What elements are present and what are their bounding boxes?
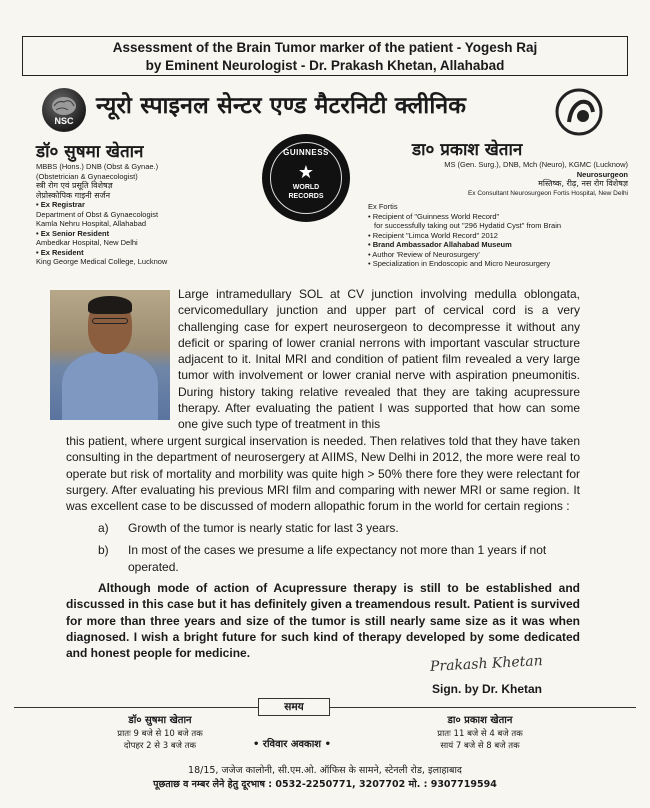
list-item: [66, 520, 580, 536]
badge-text-bottom: RECORDS: [288, 193, 324, 200]
left-timing-line2: दोपहर 2 से 3 बजे तक: [123, 741, 197, 751]
body-paragraph-2: Although mode of action of Acupressure therapy is still to be established and discussed in this case but it has definitely given a treamendous result. Patient is survived for more than three years and size of the tumor is still nearly same size as it was when diagnosed. I wish a bright future for such kind of therapy developed by some dedicated and honest people for medicine.: [66, 581, 580, 661]
body-paragraph-1: Large intramedullary SOL at CV junction involving medulla oblongata, cervicomedullary junction and upper part of cervical cord is a very challenging case for expert neurosergeon to decompresse it without any deficit or sparing of lower cranial nerrons with important vascular structure adjacent to it. Inital MRI and condition of patient film revealed a very large tumor with involvement or lower cranial nerve with aspiration pneumonitis. During history taking relative revealed that they are taking acupressure therapy. After evaluating the patient I was supported that how can some one give such type of treatment in this: [178, 287, 580, 432]
right-doctor-name: डा० प्रकाश खेतान: [412, 140, 523, 160]
left-doctor-hindi-specialty: स्त्री रोग एवं प्रसूति विशेषज्ञ: [36, 181, 113, 190]
photo-shirt: [62, 352, 158, 420]
left-exp-detail-3: King George Medical College, Lucknow: [36, 257, 168, 266]
sunday-holiday: • रविवार अवकाश •: [253, 739, 331, 750]
right-doctor-block: [368, 140, 628, 269]
left-exp-title-2: • Ex Senior Resident: [36, 228, 110, 238]
list-item-text: Growth of the tumor is nearly static for last 3 years.: [128, 521, 399, 535]
left-doctor-block: [36, 142, 246, 267]
achievement-item: • Brand Ambassador Allahabad Museum: [368, 240, 512, 249]
list-item: [66, 542, 580, 575]
clinic-name: न्यूरो स्पाइनल सेन्टर एण्ड मैटरनिटी क्लीनिक: [96, 93, 467, 119]
guinness-world-records-badge: [262, 134, 350, 222]
badge-text-middle: WORLD: [292, 184, 320, 191]
left-exp-title-0: • Ex Registrar: [36, 200, 85, 209]
right-doctor-consultant: Ex Consultant Neurosurgeon Fortis Hospital, New Delhi: [467, 189, 628, 197]
report-title-box: [22, 36, 628, 76]
list-item-marker: a): [98, 521, 109, 535]
left-timing-name: डॉ० सुषमा खेतान: [128, 715, 192, 726]
mother-child-logo-icon: [551, 84, 607, 140]
signature-label: Sign. by Dr. Khetan: [432, 682, 543, 696]
handwritten-signature: Prakash Khetan: [429, 653, 544, 675]
left-doctor-degree: MBBS (Hons.) DNB (Obst & Gynae.): [36, 162, 159, 171]
observation-list: [66, 520, 580, 581]
nsc-brain-logo-icon: [42, 88, 86, 132]
report-title-line2: by Eminent Neurologist - Dr. Prakash Khetan, Allahabad: [145, 58, 505, 73]
right-doctor-achievements: [368, 202, 628, 269]
badge-text-top: GUINNESS: [283, 148, 329, 157]
right-timing-line1: प्रातः 11 बजे से 4 बजे तक: [437, 729, 523, 739]
left-exp-title-3: • Ex Resident: [36, 247, 84, 257]
left-timing-line1: प्रातः 9 बजे से 10 बजे तक: [117, 729, 203, 739]
left-doctor-hindi-surgeon: लेप्रोस्कोपिक गाइनी सर्जन: [36, 190, 111, 200]
clinic-phone: पूछताछ व नम्बर लेने हेतु दूरभाष : 0532-2250771, 3207702 मो. : 9307719594: [153, 779, 497, 790]
right-doctor-hindi-title: मस्तिष्क, रीढ़, नस रोग विशेषज्ञ: [538, 179, 628, 188]
timings-heading: समय: [258, 698, 330, 716]
doctor-photo: [50, 290, 170, 420]
right-doctor-title: Neurosurgeon: [576, 169, 628, 179]
body-paragraph-1-continued: this patient, where urgent surgical inservation is needed. Then relatives told that they have taken consulting in the department of neurosergery at AIIMS, New Delhi in 2012, the more were real to operate but risk of mortality and morbility was quite high > 50% there fore they were relectant for surgery. After evaluating his previous MRI film and comparing with newer MRI or same region. It was excellent case to be discussed of modern allopathic forum in the world for certain regions :: [66, 434, 580, 514]
right-doctor-timings: [395, 714, 565, 752]
achievement-item: • Recipient "Limca World Record" 2012: [368, 230, 498, 240]
left-exp-detail-0: Department of Obst & Gynaecologist: [36, 209, 159, 219]
left-doctor-name: डॉ० सुषमा खेतान: [36, 142, 144, 162]
achievement-item: • Author 'Review of Neurosurgery': [368, 249, 480, 259]
achievement-item: • Specialization in Endoscopic and Micro Neurosurgery: [368, 259, 551, 268]
clinic-footer: [0, 764, 650, 792]
left-doctor-timings: [80, 714, 240, 752]
right-timing-line2: सायं 7 बजे से 8 बजे तक: [440, 741, 520, 751]
photo-hair: [88, 296, 132, 314]
right-doctor-fortis: Ex Fortis: [368, 202, 398, 211]
star-icon: ★: [297, 162, 315, 182]
nsc-logo-text: NSC: [54, 116, 74, 126]
right-timing-name: डा० प्रकाश खेतान: [447, 715, 513, 726]
report-title-line1: Assessment of the Brain Tumor marker of the patient - Yogesh Raj: [112, 40, 538, 55]
left-exp-detail-1: Kamla Nehru Hospital, Allahabad: [36, 219, 147, 228]
left-doctor-specialty: (Obstetrician & Gynaecologist): [36, 171, 138, 181]
list-item-text: In most of the cases we presume a life expectancy not more than 1 years if not operated.: [128, 543, 547, 574]
clinic-header: [36, 84, 616, 140]
list-item-marker: b): [98, 543, 109, 558]
left-exp-detail-2: Ambedkar Hospital, New Delhi: [36, 238, 138, 247]
achievement-item: • Recipient of "Guinness World Record": [368, 211, 500, 221]
achievement-item: for successfully taking out "296 Hydatid Cyst" from Brain: [374, 221, 562, 230]
clinic-timings: [0, 714, 650, 758]
photo-glasses: [92, 318, 128, 324]
right-doctor-degrees: MS (Gen. Surg.), DNB, Mch (Neuro), KGMC (Lucknow): [444, 160, 628, 169]
clinic-address: 18/15, जजेज कालोनी, सी.एम.ओ. ऑफिस के सामने, स्टेनली रोड, इलाहाबाद: [188, 765, 462, 776]
